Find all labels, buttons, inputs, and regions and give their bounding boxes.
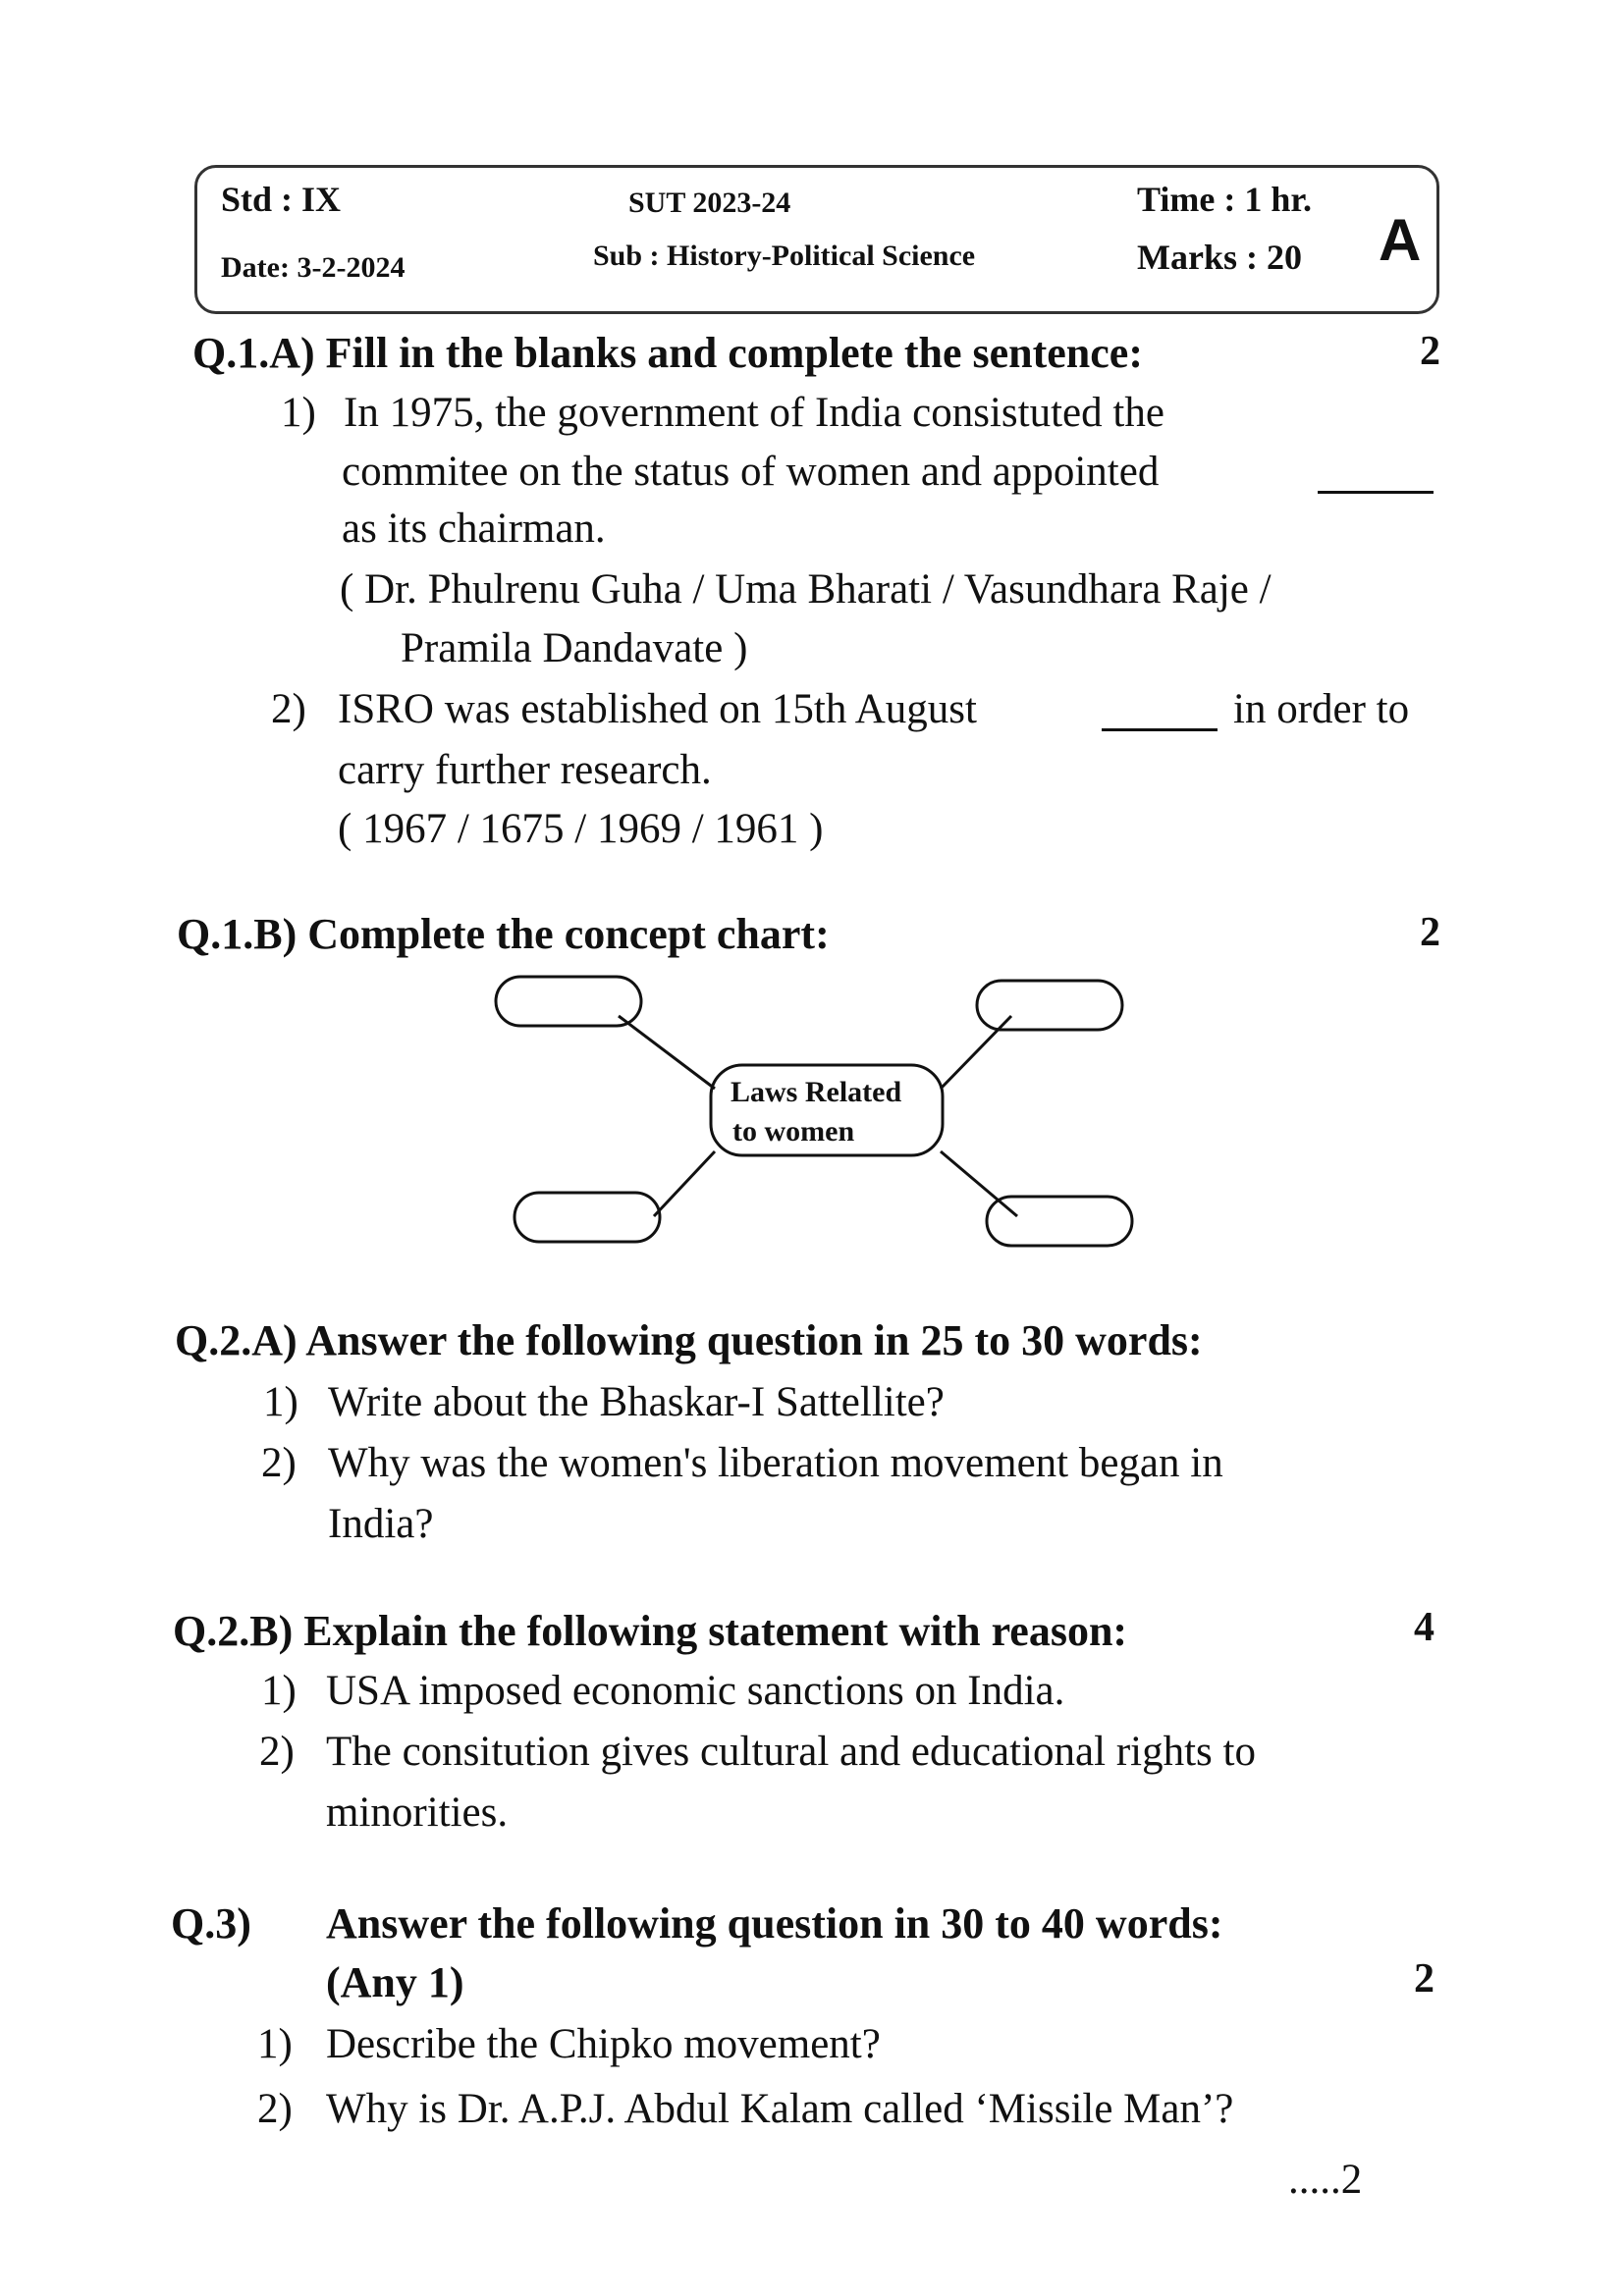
q3-item1-num: 1) xyxy=(257,2021,293,2067)
connector-top-right xyxy=(941,1016,1011,1089)
q2b-item1-line1: USA imposed economic sanctions on India. xyxy=(326,1668,1065,1714)
q3-title: Answer the following question in 30 to 40 words: xyxy=(326,1899,1223,1948)
q1a-marks: 2 xyxy=(1420,329,1440,374)
q1a-item1-options2: Pramila Dandavate ) xyxy=(401,625,748,671)
marks-label: Marks : 20 xyxy=(1137,238,1302,277)
subject-label: Sub : History-Political Science xyxy=(593,240,976,272)
date-label: Date: 3-2-2024 xyxy=(221,251,406,284)
q1a-item1-blank xyxy=(1318,461,1434,499)
q2b-marks: 4 xyxy=(1414,1605,1435,1650)
connector-bottom-left xyxy=(654,1151,715,1216)
q3-subtitle: (Any 1) xyxy=(326,1958,464,2006)
q2a-title: Q.2.A) Answer the following question in 25 to 30 words: xyxy=(175,1316,1203,1364)
q1a-item1-line2: commitee on the status of women and appointed xyxy=(342,449,1160,495)
q1a-item2-line1a: ISRO was established on 15th August xyxy=(338,686,977,732)
q1a-item2-num: 2) xyxy=(271,686,306,732)
q2a-item1-num: 1) xyxy=(263,1379,298,1425)
q1a-item1-num: 1) xyxy=(281,390,316,436)
q1a-item1-line1: In 1975, the government of India consistuted the xyxy=(344,390,1164,436)
q2a-item1-line1: Write about the Bhaskar-I Sattellite? xyxy=(328,1379,945,1425)
q1a-item1-options1: ( Dr. Phulrenu Guha / Uma Bharati / Vasundhara Raje / xyxy=(340,566,1272,613)
q3-marks: 2 xyxy=(1414,1956,1435,2002)
q1a-item2-options: ( 1967 / 1675 / 1969 / 1961 ) xyxy=(338,806,824,852)
empty-bubble-top-left xyxy=(496,977,641,1026)
connector-bottom-right xyxy=(941,1151,1017,1216)
q3-item2-line1: Why is Dr. A.P.J. Abdul Kalam called ‘Missile Man’? xyxy=(326,2086,1234,2132)
q3-label: Q.3) xyxy=(171,1899,251,1948)
q2a-item2-line2: India? xyxy=(328,1501,434,1547)
q2b-item2-line1: The consitution gives cultural and educational rights to xyxy=(326,1729,1256,1775)
continue-marker: .....2 xyxy=(1288,2157,1363,2203)
q2a-item2-num: 2) xyxy=(261,1440,297,1486)
q2b-title: Q.2.B) Explain the following statement with reason: xyxy=(173,1607,1128,1655)
q2b-item1-num: 1) xyxy=(261,1668,297,1714)
concept-chart xyxy=(471,957,1159,1291)
std-label: Std : IX xyxy=(221,180,342,219)
q1a-item2-line2: carry further research. xyxy=(338,747,712,793)
q1a-title: Q.1.A) Fill in the blanks and complete the sentence: xyxy=(192,329,1143,377)
empty-bubble-top-right xyxy=(977,981,1122,1030)
empty-bubble-bottom-right xyxy=(987,1197,1132,1246)
q3-item1-line1: Describe the Chipko movement? xyxy=(326,2021,881,2067)
q1a-item1-line3: as its chairman. xyxy=(342,506,606,552)
q2b-item2-num: 2) xyxy=(259,1729,295,1775)
q1a-item2-blank xyxy=(1102,699,1218,736)
center-line1: Laws Related xyxy=(731,1076,902,1108)
center-line2: to women xyxy=(732,1115,855,1148)
set-letter: A xyxy=(1379,207,1422,273)
q1a-item2-line1b: in order to xyxy=(1233,686,1410,732)
q2a-item2-line1: Why was the women's liberation movement began in xyxy=(328,1440,1223,1486)
connector-top-left xyxy=(619,1016,715,1089)
q1b-marks: 2 xyxy=(1420,910,1440,955)
q2b-item2-line2: minorities. xyxy=(326,1789,509,1836)
q1b-title: Q.1.B) Complete the concept chart: xyxy=(177,910,830,958)
empty-bubble-bottom-left xyxy=(514,1193,660,1242)
time-label: Time : 1 hr. xyxy=(1137,180,1313,219)
exam-label: SUT 2023-24 xyxy=(628,187,791,219)
q3-item2-num: 2) xyxy=(257,2086,293,2132)
